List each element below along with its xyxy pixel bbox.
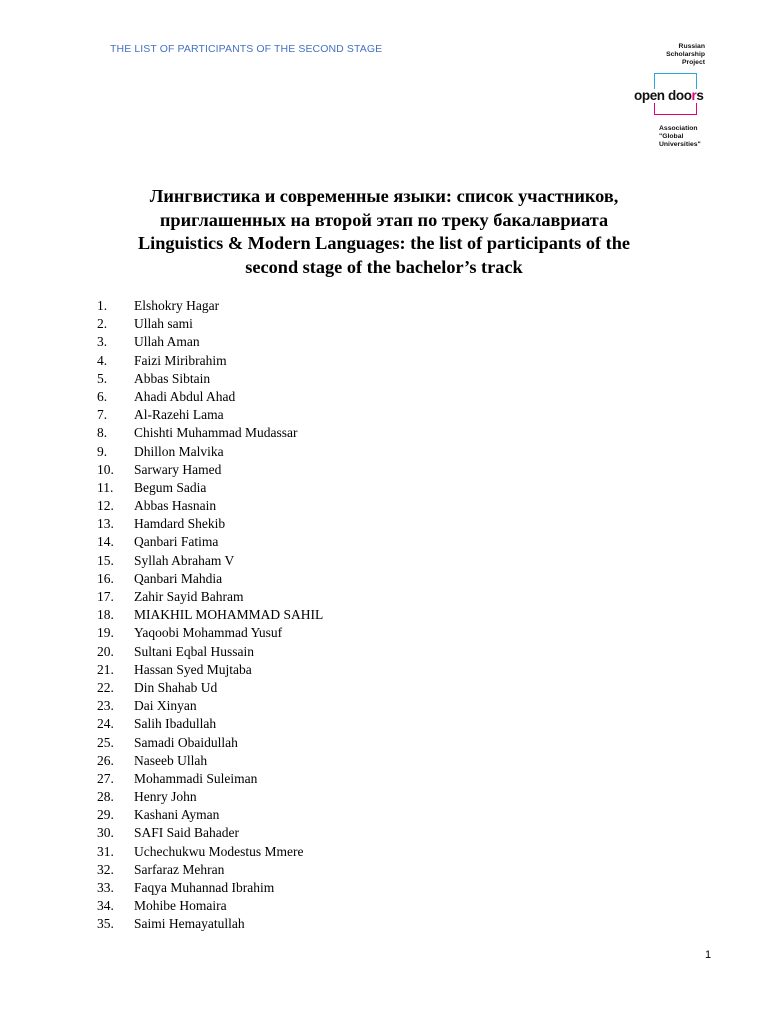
list-item	[97, 370, 597, 388]
participant-name: Qanbari Fatima	[134, 534, 219, 550]
participant-name: Faqya Muhannad Ibrahim	[134, 880, 275, 895]
list-item	[97, 861, 597, 879]
participant-name: Henry John	[134, 789, 197, 805]
participant-name: Ahadi Abdul Ahad	[134, 388, 236, 404]
list-item	[97, 352, 597, 370]
list-item-number: 17.	[97, 589, 114, 604]
list-item-number: 9.	[97, 443, 108, 459]
list-item	[97, 806, 597, 824]
list-item-number: 10.	[97, 461, 114, 477]
list-item-number: 15.	[97, 552, 114, 568]
participant-name: Zahir Sayid Bahram	[134, 589, 244, 604]
list-item-number: 4.	[97, 352, 108, 368]
participant-name: Mohibe Homaira	[134, 898, 227, 914]
list-item	[97, 661, 597, 679]
participant-name: Kashani Ayman	[134, 807, 220, 823]
list-item-number: 35.	[97, 916, 114, 932]
participant-name: Naseeb Ullah	[134, 752, 208, 768]
participant-name: Uchechukwu Modestus Mmere	[134, 843, 304, 859]
list-item-number: 28.	[97, 789, 114, 805]
list-item	[97, 424, 597, 442]
list-item-number: 26.	[97, 752, 114, 768]
list-item-number: 1.	[97, 298, 108, 313]
running-header: THE LIST OF PARTICIPANTS OF THE SECOND STAGE	[110, 43, 383, 55]
logo-top-text: Russian Scholarship Project	[666, 43, 705, 66]
list-item	[97, 752, 597, 770]
title-line-en-2: second stage of the bachelor’s track	[245, 256, 523, 277]
participant-name: Saimi Hemayatullah	[134, 916, 245, 932]
participant-list	[97, 297, 597, 934]
list-item	[97, 315, 597, 333]
participant-name: Al-Razehi Lama	[134, 407, 224, 423]
list-item-number: 25.	[97, 734, 114, 750]
list-item-number: 11.	[97, 479, 114, 495]
participant-name: MIAKHIL MOHAMMAD SAHIL	[134, 607, 324, 623]
list-item	[97, 824, 597, 842]
list-item-number: 20.	[97, 643, 114, 659]
list-item-number: 7.	[97, 407, 108, 423]
list-item	[97, 388, 597, 406]
list-item-number: 5.	[97, 370, 108, 386]
list-item	[97, 770, 597, 788]
list-item-number: 16.	[97, 570, 114, 586]
list-item-number: 8.	[97, 425, 108, 441]
participant-name: Faizi Miribrahim	[134, 352, 227, 368]
list-item-number: 32.	[97, 861, 114, 877]
participant-name: Sarfaraz Mehran	[134, 861, 225, 877]
open-doors-logo	[632, 40, 716, 146]
participant-name: Hassan Syed Mujtaba	[134, 661, 252, 677]
participant-name: Elshokry Hagar	[134, 298, 220, 313]
list-item	[97, 734, 597, 752]
participant-name: Syllah Abraham V	[134, 552, 235, 568]
list-item	[97, 333, 597, 351]
participant-name: Sarwary Hamed	[134, 461, 222, 477]
participant-name: Chishti Muhammad Mudassar	[134, 425, 298, 441]
participant-name: Hamdard Shekib	[134, 516, 226, 532]
list-item	[97, 715, 597, 733]
list-item-number: 27.	[97, 770, 114, 786]
participant-name: Mohammadi Suleiman	[134, 770, 258, 786]
list-item-number: 18.	[97, 607, 114, 623]
participant-name: Din Shahab Ud	[134, 679, 218, 695]
list-item-number: 3.	[97, 334, 108, 350]
list-item-number: 24.	[97, 716, 114, 732]
list-item-number: 23.	[97, 698, 114, 714]
logo-brand-text: open doors	[634, 88, 704, 103]
participant-name: Begum Sadia	[134, 479, 207, 495]
list-item	[97, 606, 597, 624]
logo-frame-blue	[654, 73, 697, 89]
list-item-number: 34.	[97, 898, 114, 914]
document-title	[84, 185, 684, 279]
list-item-number: 19.	[97, 625, 114, 641]
participant-name: Sultani Eqbal Hussain	[134, 643, 254, 659]
participant-name: Dai Xinyan	[134, 698, 197, 714]
participant-name: Salih Ibadullah	[134, 716, 217, 732]
list-item	[97, 552, 597, 570]
participant-name: Ullah sami	[134, 316, 193, 332]
list-item-number: 30.	[97, 825, 114, 841]
list-item	[97, 624, 597, 642]
participant-name: Samadi Obaidullah	[134, 734, 238, 750]
list-item-number: 33.	[97, 880, 114, 895]
list-item	[97, 297, 597, 315]
list-item-number: 2.	[97, 316, 108, 332]
title-line-ru-2: приглашенных на второй этап по треку бакалавриата	[159, 209, 609, 230]
list-item	[97, 406, 597, 424]
list-item-number: 12.	[97, 498, 114, 514]
participant-name: Dhillon Malvika	[134, 443, 224, 459]
list-item	[97, 697, 597, 715]
logo-bottom-text: Association "Global Universities"	[659, 125, 701, 146]
participant-name: SAFI Said Bahader	[134, 825, 239, 841]
list-item	[97, 533, 597, 551]
list-item	[97, 515, 597, 533]
list-item	[97, 679, 597, 697]
list-item	[97, 915, 597, 933]
list-item-number: 6.	[97, 388, 108, 404]
list-item	[97, 443, 597, 461]
list-item-number: 31.	[97, 843, 114, 859]
title-line-en-1: Linguistics & Modern Languages: the list of participants of the	[137, 233, 631, 253]
title-line-ru-1: Лингвистика и современные языки: список участников,	[149, 186, 619, 206]
list-item	[97, 588, 597, 606]
list-item	[97, 879, 597, 897]
page-number: 1	[705, 949, 712, 961]
list-item-number: 21.	[97, 661, 114, 677]
participant-name: Ullah Aman	[134, 334, 200, 350]
list-item-number: 22.	[97, 679, 114, 695]
list-item	[97, 897, 597, 915]
participant-name: Yaqoobi Mohammad Yusuf	[134, 625, 283, 641]
participant-name: Abbas Hasnain	[134, 498, 217, 514]
list-item	[97, 570, 597, 588]
list-item-number: 14.	[97, 534, 114, 550]
list-item-number: 29.	[97, 807, 114, 823]
participant-name: Qanbari Mahdia	[134, 570, 223, 586]
list-item	[97, 461, 597, 479]
list-item	[97, 788, 597, 806]
list-item	[97, 643, 597, 661]
list-item-number: 13.	[97, 516, 114, 532]
list-item	[97, 497, 597, 515]
list-item	[97, 479, 597, 497]
participant-name: Abbas Sibtain	[134, 370, 211, 386]
list-item	[97, 843, 597, 861]
